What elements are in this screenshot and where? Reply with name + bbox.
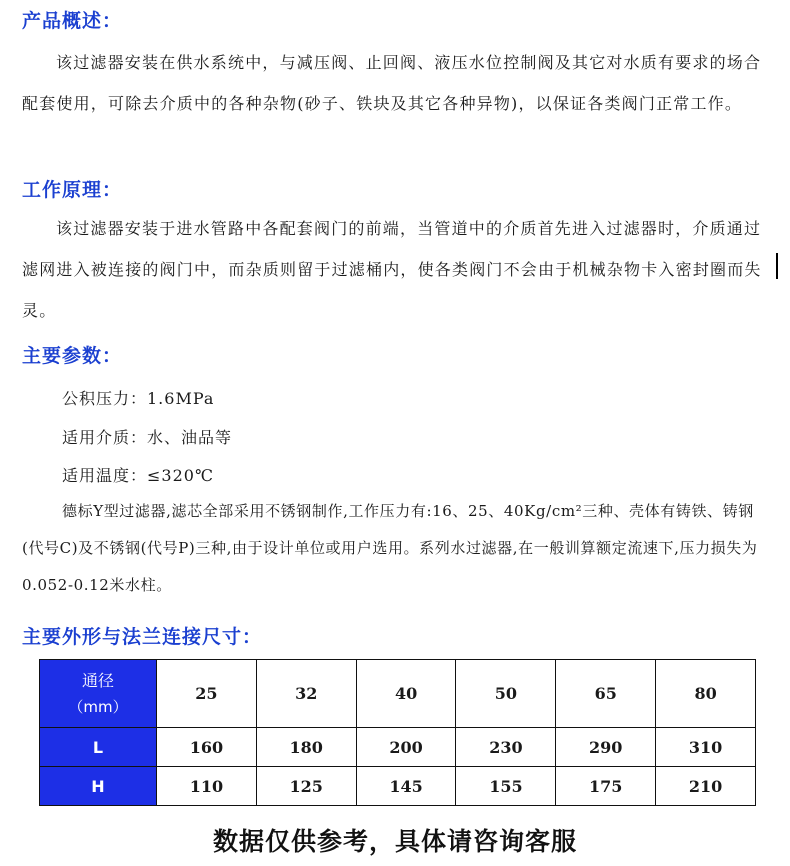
dimensions-heading: 主要外形与法兰连接尺寸：: [22, 626, 263, 648]
diameter-cell: 32: [256, 660, 356, 728]
h-value-cell: 210: [656, 767, 756, 806]
l-value-cell: 230: [456, 728, 556, 767]
params-heading: 主要参数：: [22, 345, 123, 367]
overview-heading: 产品概述：: [22, 10, 123, 32]
dimensions-table: [39, 659, 756, 806]
h-value-cell: 125: [256, 767, 356, 806]
table-row-l: [40, 728, 756, 767]
l-value-cell: 200: [356, 728, 456, 767]
header-cell-l: L: [40, 728, 157, 767]
h-value-cell: 175: [556, 767, 656, 806]
diameter-cell: 40: [356, 660, 456, 728]
overview-paragraph: [22, 42, 774, 124]
header-label-line2: （mm）: [68, 697, 128, 716]
diameter-cell: 65: [556, 660, 656, 728]
l-value-cell: 310: [656, 728, 756, 767]
params-description-text: 德标Y型过滤器,滤芯全部采用不锈钢制作,工作压力有:16、25、40Kg/cm²三种、壳体有铸铁、铸钢(代号C)及不锈钢(代号P)三种,由于设计单位或用户选用。系列水过滤器,在一般训算额定流速下,压力损失为0.052-0.12米水柱。: [22, 502, 758, 594]
header-cell-h: H: [40, 767, 157, 806]
l-value-cell: 160: [157, 728, 257, 767]
text-cursor: [776, 253, 778, 279]
l-value-cell: 180: [256, 728, 356, 767]
principle-heading: 工作原理：: [22, 179, 123, 201]
l-value-cell: 290: [556, 728, 656, 767]
principle-paragraph: [22, 208, 774, 331]
diameter-cell: 50: [456, 660, 556, 728]
params-description: [22, 493, 774, 604]
h-value-cell: 155: [456, 767, 556, 806]
h-value-cell: 145: [356, 767, 456, 806]
header-label-line1: 通径: [81, 670, 114, 690]
table-row-diameter: [40, 660, 756, 728]
header-cell-diameter: [40, 660, 157, 728]
diameter-cell: 25: [157, 660, 257, 728]
overview-text: 该过滤器安装在供水系统中，与减压阀、止回阀、液压水位控制阀及其它对水质有要求的场合配套使用，可除去介质中的各种杂物(砂子、铁块及其它各种异物)，以保证各类阀门正常工作。: [22, 53, 762, 113]
param-medium: 适用介质：水、油品等: [62, 428, 233, 447]
h-value-cell: 110: [157, 767, 257, 806]
param-pressure: 公积压力：1.6MPa: [62, 389, 215, 408]
diameter-cell: 80: [656, 660, 756, 728]
table-row-h: [40, 767, 756, 806]
footer-disclaimer: 数据仅供参考，具体请咨询客服: [212, 827, 577, 856]
principle-text: 该过滤器安装于进水管路中各配套阀门的前端，当管道中的介质首先进入过滤器时，介质通过滤网进入被连接的阀门中，而杂质则留于过滤桶内，使各类阀门不会由于机械杂物卡入密封圈而失灵。: [22, 219, 762, 320]
param-temperature: 适用温度：≤320℃: [62, 466, 214, 485]
